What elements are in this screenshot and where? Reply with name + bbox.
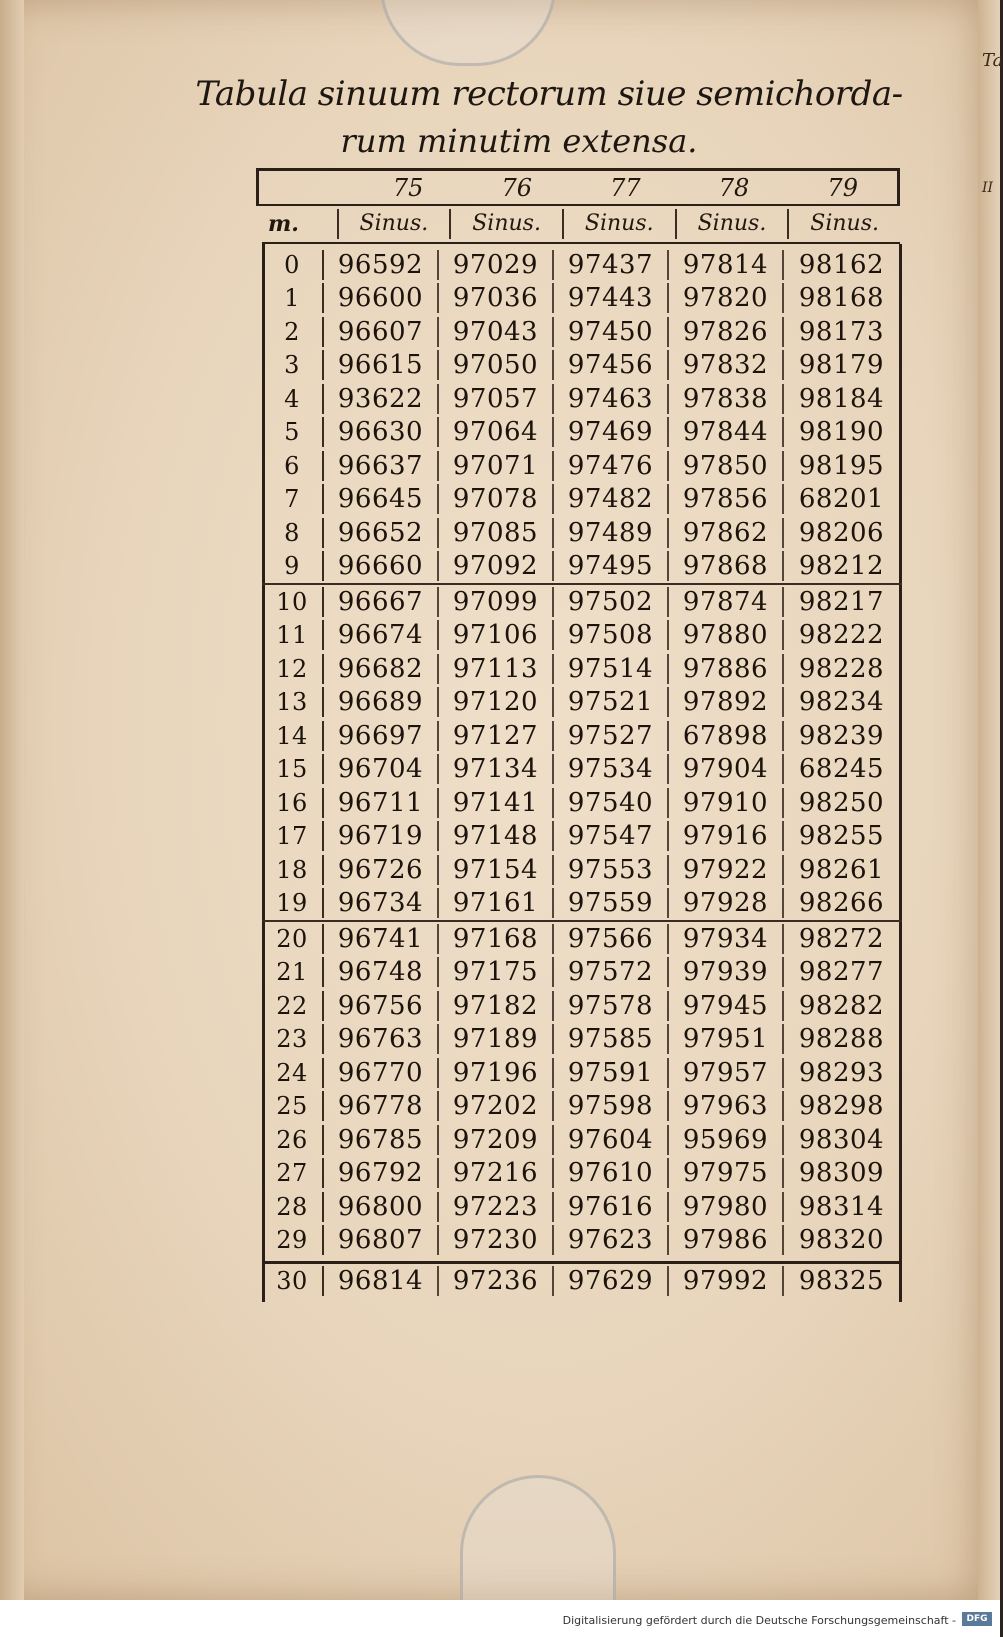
- table-row: [262, 652, 902, 686]
- minute-cell: 25: [262, 1091, 324, 1121]
- sine-value-cell: 96763: [324, 1024, 439, 1054]
- sine-value-cell: 97850: [669, 451, 784, 481]
- sine-value-cell: 97986: [669, 1225, 784, 1255]
- degree-label: 76: [501, 173, 533, 202]
- sine-value-cell: 97489: [554, 518, 669, 548]
- minute-cell: 11: [262, 620, 324, 650]
- sine-value-cell: 97154: [439, 855, 554, 885]
- sine-value-cell: 96682: [324, 654, 439, 684]
- sine-value-cell: 97134: [439, 754, 554, 784]
- sine-value-cell: 97236: [439, 1266, 554, 1296]
- sine-value-cell: 97175: [439, 957, 554, 987]
- table-row: [262, 416, 902, 450]
- sine-value-cell: 96689: [324, 687, 439, 717]
- sine-value-cell: 97495: [554, 551, 669, 581]
- table-row: [262, 550, 902, 586]
- sine-value-cell: 96814: [324, 1266, 439, 1296]
- sine-value-cell: 98293: [798, 1057, 885, 1088]
- sine-value-cell: 97826: [669, 317, 784, 347]
- sine-value-cell: 98250: [798, 787, 885, 818]
- sine-value-cell: 98255: [798, 821, 885, 852]
- sine-value-cell: 97886: [669, 654, 784, 684]
- sine-value-cell: 97196: [439, 1058, 554, 1088]
- sine-value-cell: 97508: [554, 620, 669, 650]
- sine-value-cell: 97598: [554, 1091, 669, 1121]
- sinus-header: Sinus.: [677, 209, 790, 239]
- table-row: [262, 248, 902, 282]
- sine-value-cell: 97610: [554, 1158, 669, 1188]
- sine-value-cell: 96704: [324, 754, 439, 784]
- sine-value-cell: 97957: [669, 1058, 784, 1088]
- sine-value-cell: 97572: [554, 957, 669, 987]
- minute-cell: 16: [262, 788, 324, 818]
- minute-cell: 23: [262, 1024, 324, 1054]
- sine-value-cell: 98266: [798, 888, 885, 919]
- sine-value-cell: 98217: [798, 586, 885, 617]
- degree-label: 75: [392, 173, 424, 202]
- table-row: [262, 585, 902, 619]
- sine-value-cell: 97029: [439, 250, 554, 280]
- sine-value-cell: 98162: [798, 249, 885, 280]
- minute-cell: 7: [262, 484, 324, 514]
- sine-value-cell: 97951: [669, 1024, 784, 1054]
- sine-value-cell: 97036: [439, 283, 554, 313]
- sine-value-cell: 97553: [554, 855, 669, 885]
- sine-value-cell: 67898: [669, 721, 784, 751]
- minute-cell: 28: [262, 1192, 324, 1222]
- sine-value-cell: 97963: [669, 1091, 784, 1121]
- sine-value-cell: 97892: [669, 687, 784, 717]
- sine-value-cell: 96607: [324, 317, 439, 347]
- sine-value-cell: 96645: [324, 484, 439, 514]
- table-row: [262, 449, 902, 483]
- sine-value-cell: 98190: [798, 417, 885, 448]
- sine-value-cell: 96800: [324, 1192, 439, 1222]
- table-row: [262, 753, 902, 787]
- sine-value-cell: 96770: [324, 1058, 439, 1088]
- table-row: [262, 1123, 902, 1157]
- sine-value-cell: 68201: [798, 484, 885, 515]
- table-row: [262, 382, 902, 416]
- minute-cell: 6: [262, 451, 324, 481]
- sine-value-cell: 97939: [669, 957, 784, 987]
- degree-label: 79: [827, 173, 858, 202]
- minute-cell: 19: [262, 888, 324, 918]
- minute-cell: 2: [262, 317, 324, 347]
- degree-label: 77: [610, 173, 641, 202]
- minute-cell: 9: [262, 551, 324, 581]
- table-row: [262, 1157, 902, 1191]
- sine-value-cell: 96660: [324, 551, 439, 581]
- sine-value-cell: 97057: [439, 384, 554, 414]
- sine-value-cell: 98195: [798, 450, 885, 481]
- sine-value-cell: 98206: [798, 517, 885, 548]
- table-row: [262, 786, 902, 820]
- sine-value-cell: 98234: [798, 687, 885, 718]
- sine-value-cell: 97521: [554, 687, 669, 717]
- sine-value-cell: 98309: [798, 1158, 885, 1189]
- sine-value-cell: 97980: [669, 1192, 784, 1222]
- sine-value-cell: 97168: [439, 924, 554, 954]
- minute-cell: 24: [262, 1058, 324, 1088]
- table-row: [262, 820, 902, 854]
- sine-value-cell: 97945: [669, 991, 784, 1021]
- table-row: [262, 619, 902, 653]
- sine-value-cell: 97820: [669, 283, 784, 313]
- sine-value-cell: 98320: [798, 1225, 885, 1256]
- sine-value-cell: 97202: [439, 1091, 554, 1121]
- sine-value-cell: 97880: [669, 620, 784, 650]
- sine-value-cell: 97928: [669, 888, 784, 918]
- sine-value-cell: 97456: [554, 350, 669, 380]
- sine-value-cell: 97085: [439, 518, 554, 548]
- sine-value-cell: 96652: [324, 518, 439, 548]
- sine-value-cell: 97862: [669, 518, 784, 548]
- table-row: [262, 686, 902, 720]
- sine-value-cell: 97910: [669, 788, 784, 818]
- sine-value-cell: 97934: [669, 924, 784, 954]
- table-row: [262, 1261, 902, 1298]
- minute-cell: 27: [262, 1158, 324, 1188]
- minute-cell: 0: [262, 250, 324, 280]
- minute-cell: 14: [262, 721, 324, 751]
- minute-cell: 12: [262, 654, 324, 684]
- minute-cell: 13: [262, 687, 324, 717]
- table-row: [262, 282, 902, 316]
- minute-cell: 20: [262, 924, 324, 954]
- sine-value-cell: 97223: [439, 1192, 554, 1222]
- footer-credit: Digitalisierung gefördert durch die Deutsche Forschungsgemeinschaft -: [562, 1614, 956, 1627]
- sine-value-cell: 97629: [554, 1266, 669, 1296]
- sine-value-cell: 97502: [554, 587, 669, 617]
- sine-value-cell: 97591: [554, 1058, 669, 1088]
- sine-value-cell: 96778: [324, 1091, 439, 1121]
- sine-value-cell: 97182: [439, 991, 554, 1021]
- sine-value-cell: 97078: [439, 484, 554, 514]
- sine-value-cell: 96734: [324, 888, 439, 918]
- sine-value-cell: 97113: [439, 654, 554, 684]
- sine-value-cell: 96592: [324, 250, 439, 280]
- table-row: [262, 922, 902, 956]
- sine-value-cell: 98325: [798, 1265, 885, 1296]
- sine-value-cell: 96792: [324, 1158, 439, 1188]
- sine-value-cell: 97099: [439, 587, 554, 617]
- sine-value-cell: 97127: [439, 721, 554, 751]
- sinus-header: Sinus.: [564, 209, 677, 239]
- minute-cell: 1: [262, 283, 324, 313]
- page-title-line1: Tabula sinuum rectorum siue semichorda-: [195, 74, 903, 114]
- minute-cell: 15: [262, 754, 324, 784]
- sine-value-cell: 96630: [324, 417, 439, 447]
- sine-value-cell: 97559: [554, 888, 669, 918]
- sine-value-cell: 93622: [324, 384, 439, 414]
- sine-value-cell: 97514: [554, 654, 669, 684]
- sine-value-cell: 96726: [324, 855, 439, 885]
- sine-value-cell: 96667: [324, 587, 439, 617]
- sine-value-cell: 96711: [324, 788, 439, 818]
- sine-value-cell: 97534: [554, 754, 669, 784]
- minute-cell: 4: [262, 384, 324, 414]
- sine-value-cell: 97832: [669, 350, 784, 380]
- sine-value-cell: 98272: [798, 923, 885, 954]
- sine-value-cell: 97585: [554, 1024, 669, 1054]
- page-gutter: [0, 0, 24, 1600]
- sine-value-cell: 98179: [798, 350, 885, 381]
- sinus-header: Sinus.: [451, 209, 564, 239]
- sine-value-cell: 97616: [554, 1192, 669, 1222]
- sine-value-cell: 97566: [554, 924, 669, 954]
- next-page-mark: Ta: [982, 50, 1003, 71]
- table-row: [262, 1056, 902, 1090]
- table-row: [262, 1224, 902, 1258]
- table-row: [262, 956, 902, 990]
- table-row: [262, 1023, 902, 1057]
- sine-value-cell: 96807: [324, 1225, 439, 1255]
- sine-value-cell: 97916: [669, 821, 784, 851]
- sine-table: [262, 248, 902, 1298]
- sine-value-cell: 97469: [554, 417, 669, 447]
- sine-value-cell: 97230: [439, 1225, 554, 1255]
- sine-value-cell: 97209: [439, 1125, 554, 1155]
- page-title-line2: rum minutim extensa.: [340, 122, 698, 160]
- sine-value-cell: 97463: [554, 384, 669, 414]
- sine-value-cell: 97064: [439, 417, 554, 447]
- sine-value-cell: 97482: [554, 484, 669, 514]
- table-row: [262, 853, 902, 887]
- sine-value-cell: 97540: [554, 788, 669, 818]
- sine-value-cell: 98314: [798, 1191, 885, 1222]
- minute-cell: 5: [262, 417, 324, 447]
- sine-value-cell: 96719: [324, 821, 439, 851]
- table-row: [262, 516, 902, 550]
- next-page-edge: [978, 0, 1003, 1600]
- sine-value-cell: 97141: [439, 788, 554, 818]
- sine-value-cell: 97578: [554, 991, 669, 1021]
- sine-value-cell: 96600: [324, 283, 439, 313]
- minute-cell: 3: [262, 350, 324, 380]
- sine-value-cell: 98168: [798, 283, 885, 314]
- minute-cell: 17: [262, 821, 324, 851]
- sine-value-cell: 97443: [554, 283, 669, 313]
- sine-value-cell: 97623: [554, 1225, 669, 1255]
- sine-value-cell: 97189: [439, 1024, 554, 1054]
- sine-value-cell: 97874: [669, 587, 784, 617]
- sine-value-cell: 98277: [798, 957, 885, 988]
- degree-label: 78: [718, 173, 750, 202]
- sine-value-cell: 97043: [439, 317, 554, 347]
- sine-value-cell: 97437: [554, 250, 669, 280]
- sine-value-cell: 97838: [669, 384, 784, 414]
- sine-value-cell: 95969: [669, 1125, 784, 1155]
- minutes-header: m.: [262, 209, 339, 239]
- table-row: [262, 483, 902, 517]
- sine-value-cell: 97216: [439, 1158, 554, 1188]
- sine-value-cell: 97604: [554, 1125, 669, 1155]
- column-header-row: [262, 206, 900, 244]
- sine-value-cell: 96674: [324, 620, 439, 650]
- table-row: [262, 1090, 902, 1124]
- sine-value-cell: 96748: [324, 957, 439, 987]
- sine-value-cell: 98184: [798, 383, 885, 414]
- minute-cell: 26: [262, 1125, 324, 1155]
- sine-value-cell: 97050: [439, 350, 554, 380]
- sinus-header: Sinus.: [339, 209, 452, 239]
- minute-cell: 30: [262, 1266, 324, 1296]
- sine-value-cell: 97476: [554, 451, 669, 481]
- sine-value-cell: 97868: [669, 551, 784, 581]
- table-row: [262, 315, 902, 349]
- sine-value-cell: 96741: [324, 924, 439, 954]
- sine-value-cell: 97975: [669, 1158, 784, 1188]
- sine-value-cell: 96697: [324, 721, 439, 751]
- sine-value-cell: 98304: [798, 1124, 885, 1155]
- minute-cell: 29: [262, 1225, 324, 1255]
- minute-cell: 21: [262, 957, 324, 987]
- table-row: [262, 349, 902, 383]
- sinus-header: Sinus.: [810, 211, 880, 236]
- sine-value-cell: 97992: [669, 1266, 784, 1296]
- sine-value-cell: 68245: [798, 754, 885, 785]
- sine-value-cell: 97092: [439, 551, 554, 581]
- sine-value-cell: 97450: [554, 317, 669, 347]
- sine-value-cell: 97922: [669, 855, 784, 885]
- sine-value-cell: 98228: [798, 653, 885, 684]
- sine-value-cell: 98261: [798, 854, 885, 885]
- sine-value-cell: 96615: [324, 350, 439, 380]
- sine-value-cell: 97547: [554, 821, 669, 851]
- table-row: [262, 989, 902, 1023]
- minute-cell: 8: [262, 518, 324, 548]
- dfg-logo: DFG: [962, 1612, 992, 1626]
- sine-value-cell: 97844: [669, 417, 784, 447]
- sine-value-cell: 97071: [439, 451, 554, 481]
- sine-value-cell: 97161: [439, 888, 554, 918]
- sine-value-cell: 97148: [439, 821, 554, 851]
- next-page-mark: II: [982, 180, 994, 196]
- degree-header: [256, 168, 900, 206]
- sine-value-cell: 98173: [798, 316, 885, 347]
- sine-value-cell: 97904: [669, 754, 784, 784]
- sine-value-cell: 97814: [669, 250, 784, 280]
- sine-value-cell: 98222: [798, 620, 885, 651]
- table-row: [262, 1190, 902, 1224]
- sine-value-cell: 98239: [798, 720, 885, 751]
- sine-value-cell: 97120: [439, 687, 554, 717]
- minute-cell: 22: [262, 991, 324, 1021]
- sine-value-cell: 96785: [324, 1125, 439, 1155]
- sine-value-cell: 97106: [439, 620, 554, 650]
- sine-value-cell: 98282: [798, 990, 885, 1021]
- sine-value-cell: 97527: [554, 721, 669, 751]
- table-row: [262, 887, 902, 923]
- sine-value-cell: 96637: [324, 451, 439, 481]
- sine-value-cell: 98288: [798, 1024, 885, 1055]
- sine-value-cell: 98212: [798, 551, 885, 582]
- sine-value-cell: 98298: [798, 1091, 885, 1122]
- sine-value-cell: 96756: [324, 991, 439, 1021]
- minute-cell: 10: [262, 587, 324, 617]
- sine-value-cell: 97856: [669, 484, 784, 514]
- minute-cell: 18: [262, 855, 324, 885]
- table-row: [262, 719, 902, 753]
